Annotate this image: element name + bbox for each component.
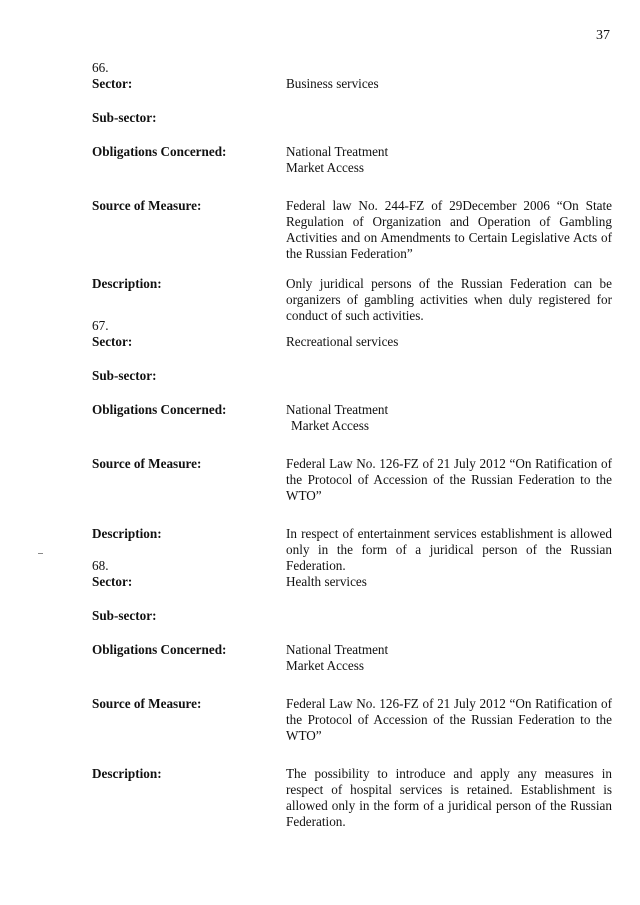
sector-value: Business services (286, 76, 379, 91)
obligations-label: Obligations Concerned: (92, 402, 227, 417)
source-value: Federal Law No. 126-FZ of 21 July 2012 “On Ratification of the Protocol of Accession of the Russian Federation to the WTO” (286, 456, 612, 503)
sub-sector-row (92, 110, 612, 126)
description-value: The possibility to introduce and apply any measures in respect of hospital services is retained. Establishment is allowed only in the form of a juridical person of the Russian Federation. (286, 766, 612, 829)
description-label: Description: (92, 766, 162, 781)
sector-row (92, 574, 612, 590)
entry-number: 67. (92, 318, 109, 333)
obligation-item: National Treatment (286, 402, 389, 417)
obligations-row (92, 642, 612, 674)
obligations-row (92, 144, 612, 176)
sector-row (92, 334, 612, 350)
sector-value: Recreational services (286, 334, 399, 349)
description-label: Description: (92, 276, 162, 291)
obligation-item: Market Access (286, 658, 364, 673)
source-row (92, 696, 612, 744)
source-row (92, 456, 612, 504)
description-value: Only juridical persons of the Russian Federation can be organizers of gambling activities when duly registered for conduct of such activities. (286, 276, 612, 323)
obligation-item: National Treatment (286, 144, 389, 159)
sub-sector-value (286, 608, 612, 624)
sector-row (92, 76, 612, 92)
sub-sector-label: Sub-sector: (92, 110, 157, 125)
description-row (92, 766, 612, 830)
sub-sector-label: Sub-sector: (92, 608, 157, 623)
sub-sector-value (286, 368, 612, 384)
source-value: Federal Law No. 126-FZ of 21 July 2012 “On Ratification of the Protocol of Accession of the Russian Federation to the WTO” (286, 696, 612, 743)
sector-label: Sector: (92, 76, 133, 91)
entry-66 (92, 60, 612, 324)
obligation-item: Market Access (286, 160, 364, 175)
description-label: Description: (92, 526, 162, 541)
obligations-row (92, 402, 612, 434)
sub-sector-label: Sub-sector: (92, 368, 157, 383)
source-value: Federal law No. 244-FZ of 29December 2006 “On State Regulation of Organization and Operation of Gambling Activities and on Amendments to Certain Legislative Acts of the Russian Federation” (286, 198, 612, 261)
obligations-label: Obligations Concerned: (92, 144, 227, 159)
sector-label: Sector: (92, 574, 133, 589)
entry-68 (92, 558, 612, 830)
source-label: Source of Measure: (92, 456, 202, 471)
obligation-item: Market Access (291, 418, 369, 433)
margin-mark (38, 553, 43, 554)
source-label: Source of Measure: (92, 696, 202, 711)
obligation-item: National Treatment (286, 642, 389, 657)
entry-number: 68. (92, 558, 109, 573)
sub-sector-row (92, 368, 612, 384)
sector-value: Health services (286, 574, 367, 589)
description-row (92, 276, 612, 324)
sub-sector-value (286, 110, 612, 126)
sub-sector-row (92, 608, 612, 624)
sector-label: Sector: (92, 334, 133, 349)
obligations-label: Obligations Concerned: (92, 642, 227, 657)
source-row (92, 198, 612, 262)
page-number: 37 (596, 28, 610, 43)
description-value: In respect of entertainment services establishment is allowed only in the form of a juridical person of the Russian Federation. (286, 526, 612, 573)
source-label: Source of Measure: (92, 198, 202, 213)
entry-67 (92, 318, 612, 574)
entry-number: 66. (92, 60, 109, 75)
